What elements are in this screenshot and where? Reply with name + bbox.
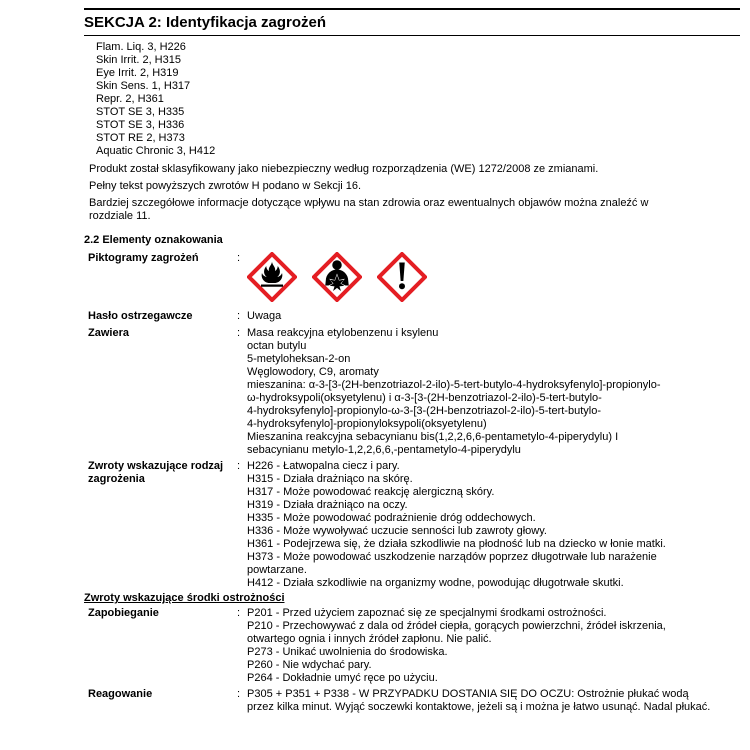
response-row	[88, 688, 740, 714]
contains-line: 4-hydroksyfenylo]-propionylo-ω-3-[3-(2H-benzotriazol-2-ilo)-5-tert-butylo-	[247, 405, 601, 417]
exclamation-mark-pictogram-icon	[377, 252, 427, 302]
colon: :	[237, 688, 241, 700]
contains-line: 4-hydroksyfenylo]-propionyloksypoli(oksyetylenu)	[247, 418, 487, 430]
signal-word-row	[88, 310, 740, 323]
contains-line: Węglowodory, C9, aromaty	[247, 366, 379, 378]
classification-item: STOT SE 3, H335	[96, 106, 185, 118]
paragraph-classified: Produkt został sklasyfikowany jako niebezpieczny według rozporządzenia (WE) 1272/2008 ze zmianami.	[89, 163, 599, 175]
flame-pictogram-icon	[247, 252, 297, 302]
paragraph-full-text: Pełny tekst powyższych zwrotów H podano w Sekcji 16.	[89, 180, 362, 192]
hazard-statements-value	[247, 460, 715, 590]
hazard-statement: H373 - Może powodować uszkodzenie narządów poprzez długotrwałe lub narażenie powtarzane.	[247, 551, 657, 576]
intro-paragraphs	[84, 163, 740, 223]
hazard-statement: H336 - Może wywoływać uczucie senności lub zawroty głowy.	[247, 525, 547, 537]
classification-item: Repr. 2, H361	[96, 93, 164, 105]
classification-item: Aquatic Chronic 3, H412	[96, 145, 216, 157]
response-statement: P305 + P351 + P338 - W PRZYPADKU DOSTANIA SIĘ DO OCZU: Ostrożnie płukać wodą przez kilka minut. Wyjąć soczewki kontaktowe, jeżeli są i można je łatwo usunąć. Nadal płukać.	[247, 688, 711, 713]
hazard-statement: H317 - Może powodować reakcję alergiczną skóry.	[247, 486, 495, 498]
prevention-statement: P201 - Przed użyciem zapoznać się ze specjalnymi środkami ostrożności.	[247, 607, 607, 619]
contains-line: 5-metyloheksan-2-on	[247, 353, 351, 365]
precautionary-heading: Zwroty wskazujące środki ostrożności	[84, 592, 285, 604]
classification-item: Skin Irrit. 2, H315	[96, 54, 181, 66]
hazard-statements-label: Zwroty wskazujące rodzaj zagrożenia	[88, 460, 224, 485]
classification-item: STOT RE 2, H373	[96, 132, 185, 144]
prevention-statement: P273 - Unikać uwolnienia do środowiska.	[247, 646, 448, 658]
hazard-statements-row	[88, 460, 740, 590]
pictogram-strip	[247, 252, 715, 302]
hazard-statement: H226 - Łatwopalna ciecz i pary.	[247, 460, 400, 472]
contains-line: ω-hydroksypoli(oksyetylenu) i α-3-[3-(2H-benzotriazol-2-ilo)-5-tert-butylo-	[247, 392, 602, 404]
contains-line: octan butylu	[247, 340, 307, 352]
section-title: SEKCJA 2: Identyfikacja zagrożeń	[84, 14, 327, 31]
hazard-statement: H361 - Podejrzewa się, że działa szkodliwie na płodność lub na dziecko w łonie matki.	[247, 538, 666, 550]
section-title-block	[84, 8, 740, 36]
hazard-statement: H412 - Działa szkodliwie na organizmy wodne, powodując długotrwałe skutki.	[247, 577, 624, 589]
contains-line: Mieszanina reakcyjna sebacynianu bis(1,2,2,6,6-pentametylo-4-piperydylu) I	[247, 431, 619, 443]
colon: :	[237, 327, 241, 339]
prevention-statement: P210 - Przechowywać z dala od źródeł ciepła, gorących powierzchni, źródeł iskrzenia, otwartego ognia i innych źródeł zapłonu. Nie palić.	[247, 620, 666, 645]
contains-line: Masa reakcyjna etylobenzenu i ksylenu	[247, 327, 439, 339]
prevention-value	[247, 607, 715, 685]
contains-line: sebacynianu metylo-1,2,2,6,6,-pentametylo-4-piperydylu	[247, 444, 521, 456]
response-label: Reagowanie	[88, 688, 153, 700]
contains-value	[247, 327, 715, 457]
hazard-statement: H319 - Działa drażniąco na oczy.	[247, 499, 408, 511]
pictograms-label: Piktogramy zagrożeń	[88, 252, 199, 264]
response-value	[247, 688, 715, 714]
contains-label: Zawiera	[88, 327, 129, 339]
hazard-statement: H335 - Może powodować podrażnienie dróg oddechowych.	[247, 512, 536, 524]
signal-word-value: Uwaga	[247, 310, 282, 322]
pictograms-row	[88, 252, 740, 302]
classification-item: Eye Irrit. 2, H319	[96, 67, 179, 79]
contains-line: mieszanina: α-3-[3-(2H-benzotriazol-2-ilo)-5-tert-butylo-4-hydroksyfenylo]-propionylo-	[247, 379, 661, 391]
subsection-heading: 2.2 Elementy oznakowania	[84, 234, 223, 246]
signal-word-label: Hasło ostrzegawcze	[88, 310, 193, 322]
colon: :	[237, 460, 241, 472]
prevention-statement: P260 - Nie wdychać pary.	[247, 659, 372, 671]
prevention-label: Zapobieganie	[88, 607, 159, 619]
prevention-row	[88, 607, 740, 685]
classification-list	[96, 41, 740, 158]
colon: :	[237, 607, 241, 619]
paragraph-more-info: Bardziej szczegółowe informacje dotyczące wpływu na stan zdrowia oraz ewentualnych objawów można znaleźć w rozdziale 11.	[89, 197, 649, 222]
prevention-statement: P264 - Dokładnie umyć ręce po użyciu.	[247, 672, 438, 684]
contains-row	[88, 327, 740, 457]
colon: :	[237, 310, 241, 322]
hazard-statement: H315 - Działa drażniąco na skórę.	[247, 473, 413, 485]
health-hazard-pictogram-icon	[312, 252, 362, 302]
classification-item: Flam. Liq. 3, H226	[96, 41, 186, 53]
classification-item: Skin Sens. 1, H317	[96, 80, 191, 92]
classification-item: STOT SE 3, H336	[96, 119, 185, 131]
colon: :	[237, 252, 241, 264]
